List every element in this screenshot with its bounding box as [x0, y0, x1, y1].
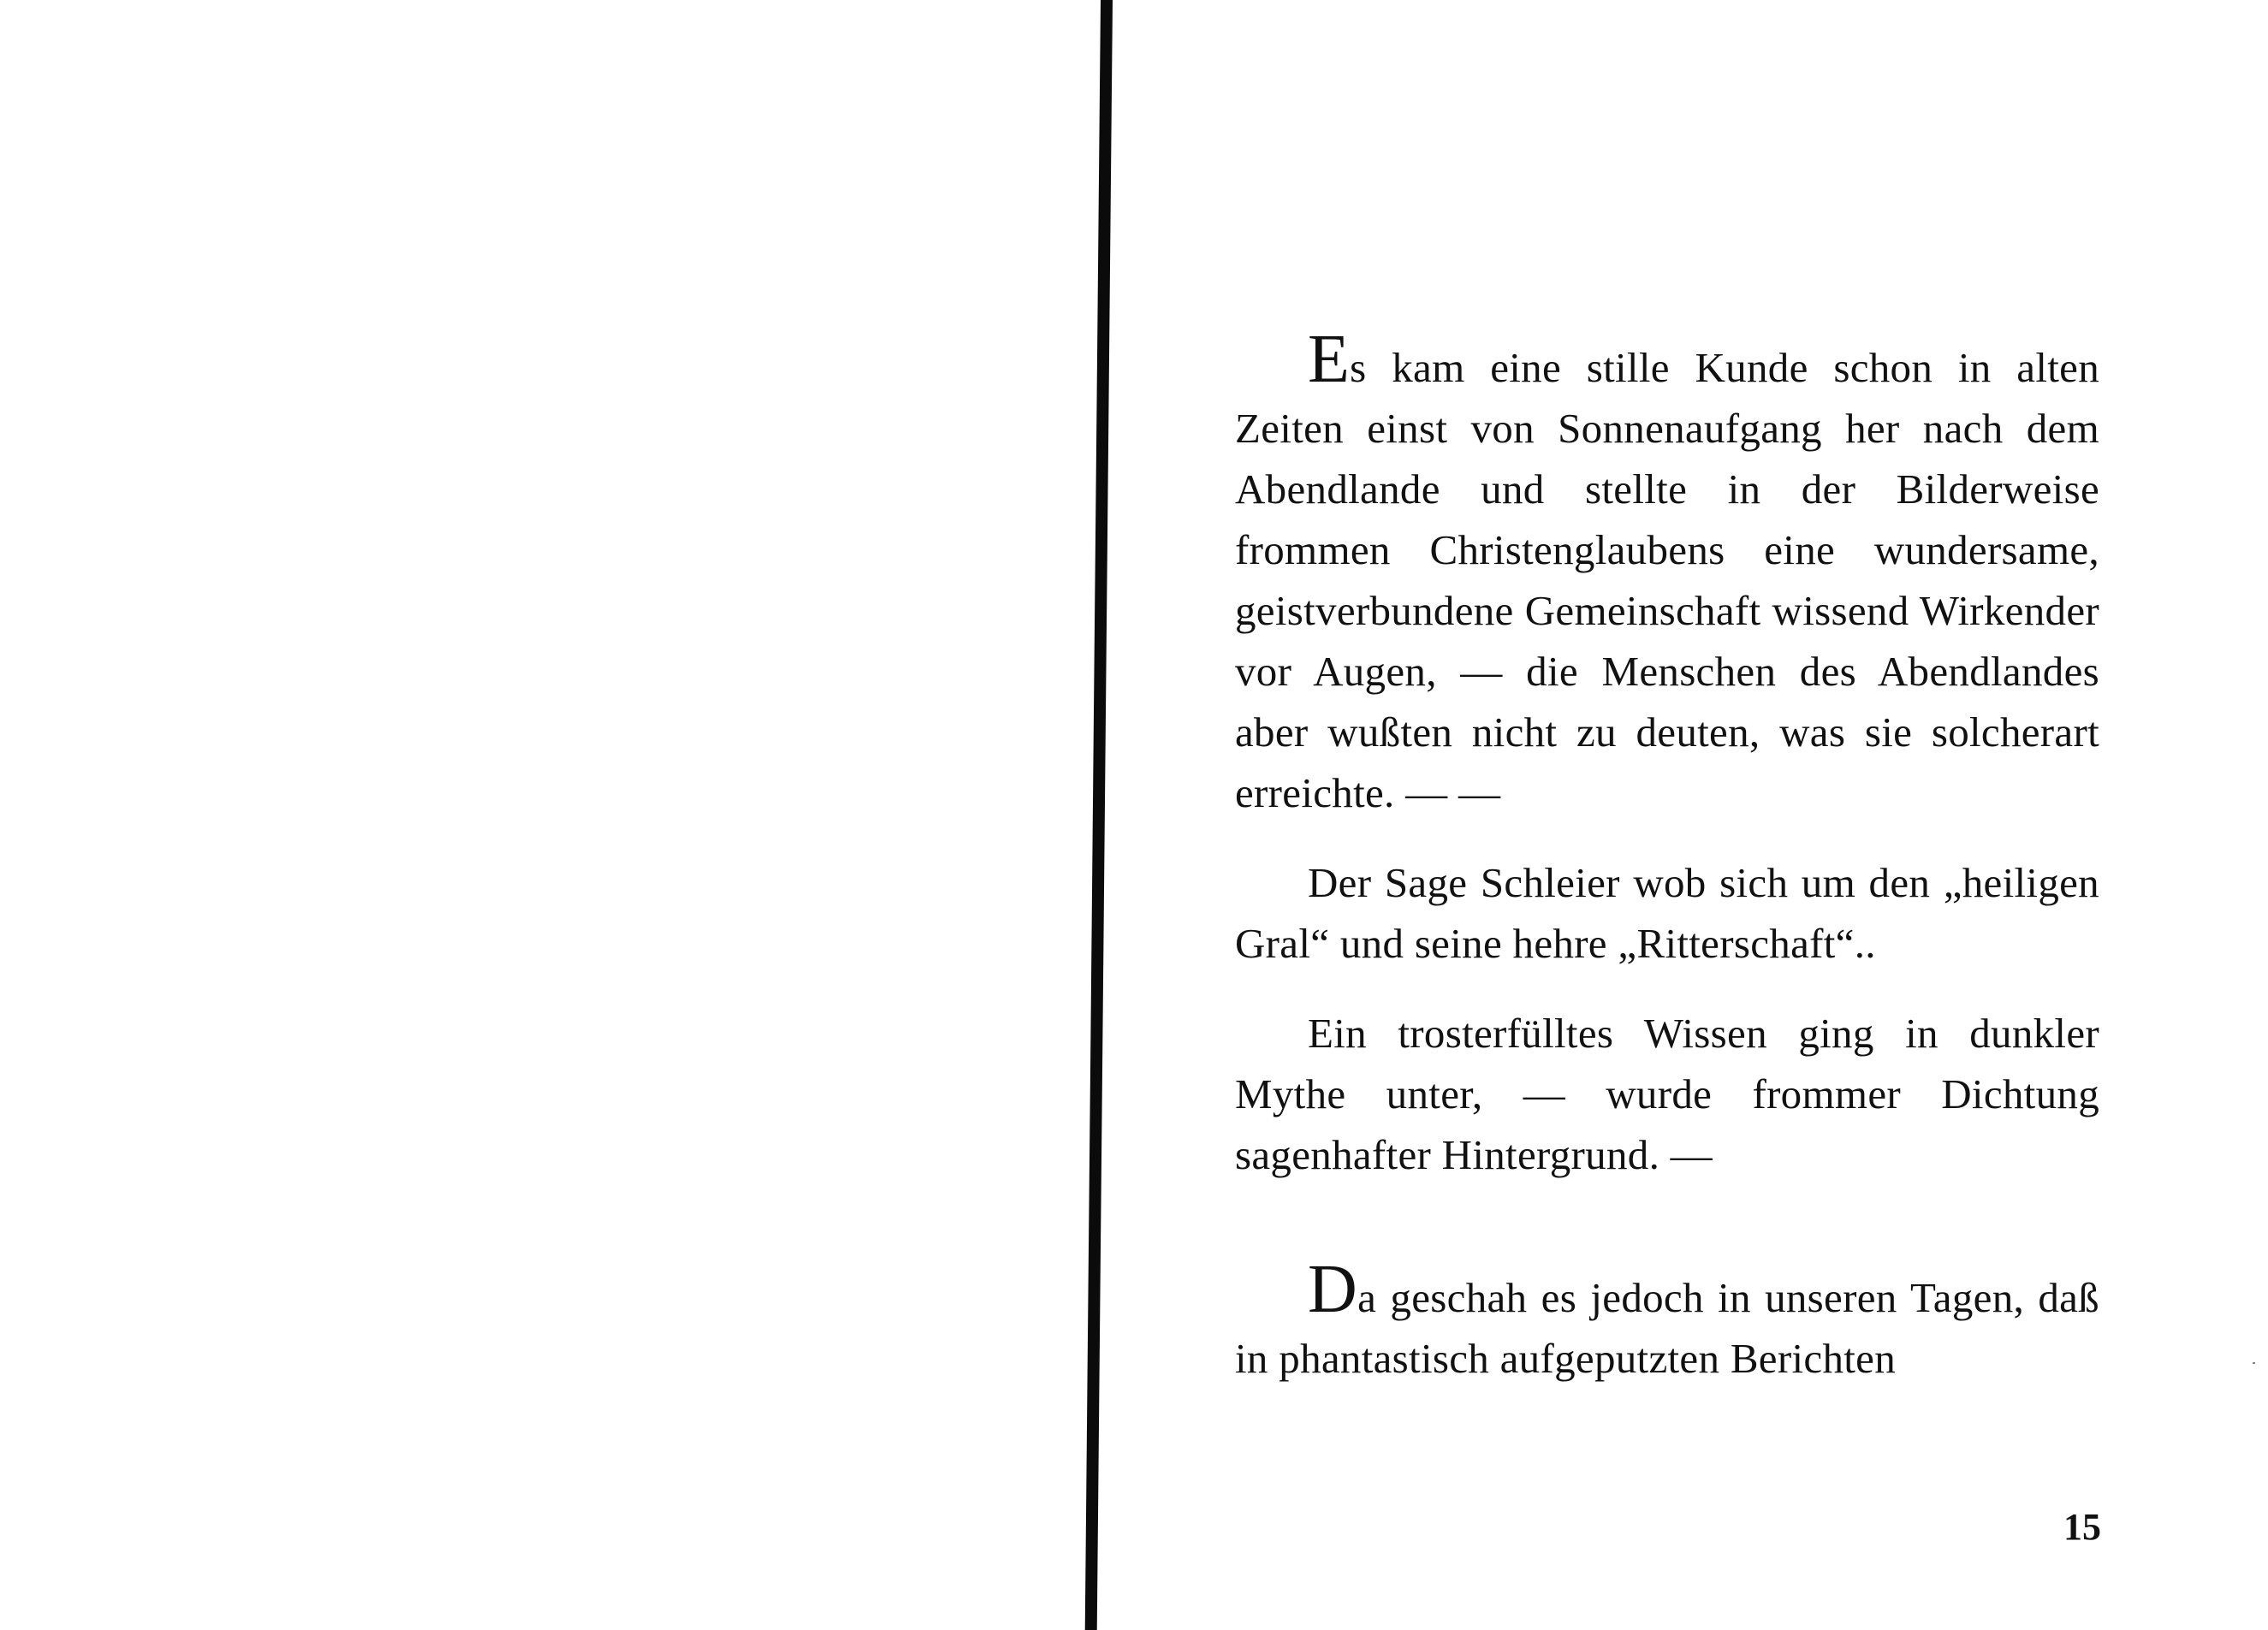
- right-page: [1113, 0, 2268, 1626]
- paragraph-3: Ein trosterfülltes Wissen ging in dunkler Mythe unter, — wurde frommer Dichtung sagenhafter Hintergrund. —: [1235, 1010, 2099, 1178]
- page-number: 15: [2063, 1506, 2101, 1548]
- paragraph-1: [1235, 322, 2099, 823]
- paragraph-2: Der Sage Schleier wob sich um den „heiligen Gral“ und seine hehre „Ritterschaft“..: [1235, 859, 2099, 967]
- scan-speck: [2253, 1362, 2255, 1364]
- paragraph-4-text: a geschah es jedoch in unseren Tagen, daß in phantastisch aufgeputzten Berichten: [1235, 1274, 2099, 1382]
- dropcap-d: D: [1308, 1252, 1358, 1327]
- body-text: [1235, 322, 2099, 1389]
- paragraph-4: [1235, 1252, 2099, 1389]
- left-page-blank: [0, 0, 1113, 1626]
- dropcap-e: E: [1308, 322, 1351, 397]
- paragraph-1-text: s kam eine stille Kunde schon in alten Zeiten einst von Sonnenaufgang her nach dem Abendlande und stellte in der Bilderweise frommen Christenglaubens eine wundersame, geistverbundene Gemeinschaft wissend Wirkender vor Augen, — die Menschen des Abendlandes aber wußten nicht zu deuten, was sie solcherart erreichte. — —: [1235, 344, 2099, 816]
